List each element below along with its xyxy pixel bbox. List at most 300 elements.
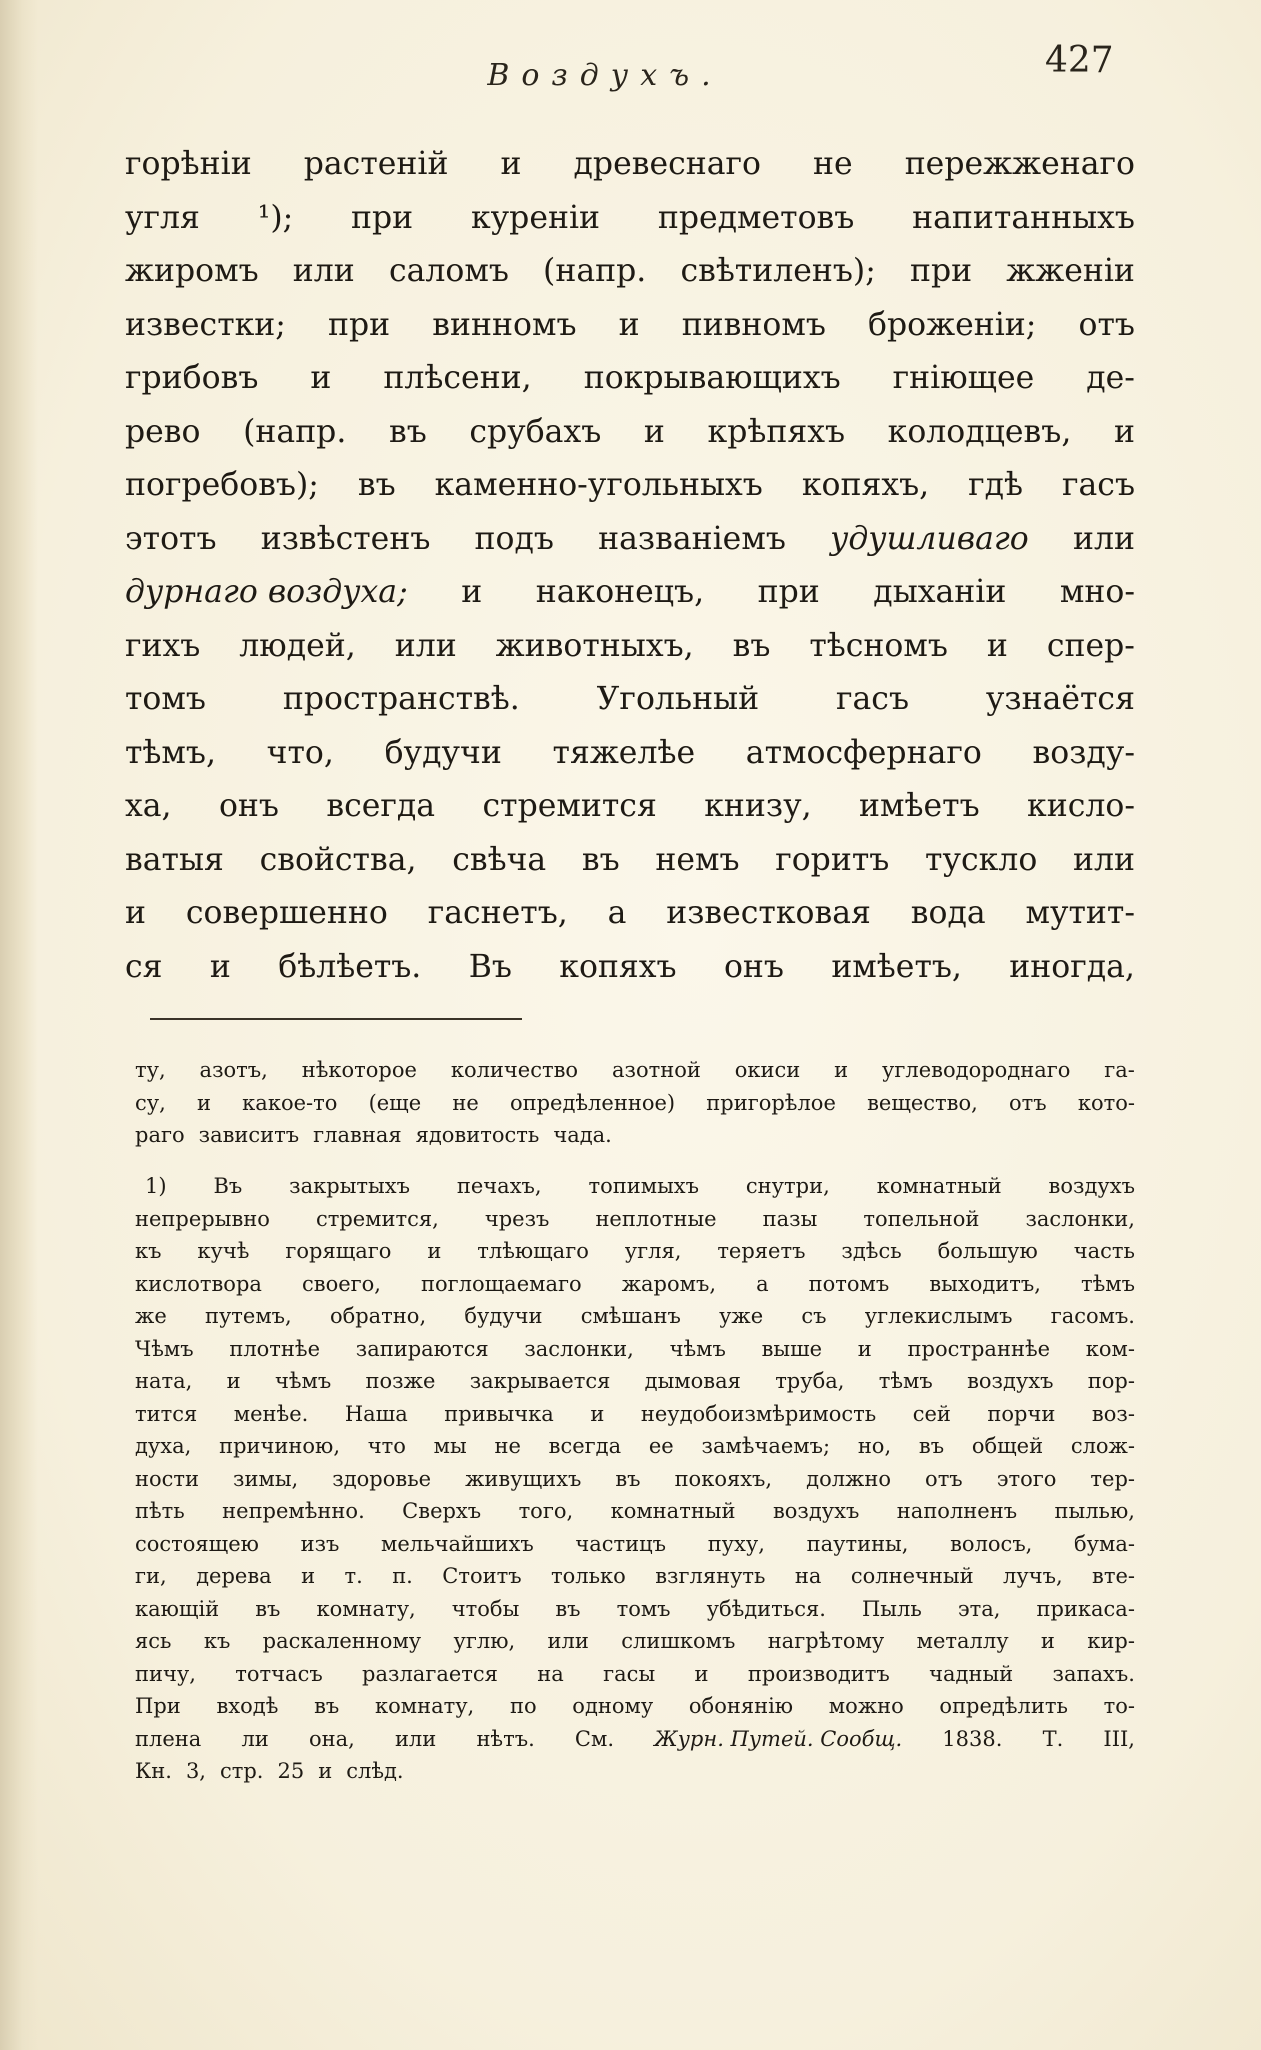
- text-line: [125, 138, 1135, 192]
- word: закрывается: [469, 1369, 611, 1393]
- word: не: [452, 1090, 479, 1115]
- word: и: [196, 1090, 211, 1115]
- word: Угольный: [596, 681, 760, 717]
- text-line: [135, 1365, 1135, 1398]
- word: животныхъ,: [495, 627, 694, 664]
- word: покояхъ,: [674, 1466, 773, 1491]
- word: кото-: [1077, 1090, 1135, 1115]
- word: пережженаго: [904, 146, 1135, 182]
- word: выходитъ,: [929, 1271, 1041, 1296]
- word: зимы,: [233, 1466, 299, 1491]
- running-title: Воздухъ.: [487, 58, 723, 93]
- word: но,: [857, 1434, 892, 1458]
- word: ядовитость: [415, 1123, 540, 1147]
- word: (напр.: [543, 253, 647, 289]
- word: заслонки,: [524, 1336, 634, 1361]
- word: отъ: [1009, 1090, 1047, 1115]
- word: тѣмъ: [878, 1369, 933, 1393]
- word: отъ: [1078, 306, 1135, 343]
- word: плѣсени,: [383, 360, 532, 396]
- word: и: [590, 1401, 605, 1426]
- word: Журн. Путей. Сообщ.: [654, 1726, 903, 1751]
- word: жиромъ: [125, 253, 259, 289]
- word: кающій: [135, 1596, 220, 1621]
- word: производитъ: [747, 1661, 890, 1686]
- word: дурнаго воздуха;: [125, 574, 408, 610]
- word: порчи: [987, 1401, 1056, 1426]
- word: эта,: [957, 1596, 1001, 1621]
- word: непремѣнно.: [222, 1499, 365, 1523]
- word: чѣмъ: [274, 1369, 332, 1393]
- word: извѣстенъ: [260, 520, 431, 557]
- word: Т.: [1042, 1726, 1064, 1751]
- word: всегда: [326, 788, 436, 824]
- word: ком-: [1085, 1336, 1135, 1361]
- word: слишкомъ: [621, 1629, 736, 1653]
- word: этотъ: [125, 520, 217, 557]
- word: нагрѣтому: [767, 1629, 885, 1653]
- word: гасъ: [836, 681, 909, 717]
- footnote-continuation: [135, 1054, 1135, 1152]
- word: III,: [1103, 1726, 1135, 1751]
- word: срубахъ: [469, 413, 602, 450]
- word: къ: [203, 1629, 231, 1653]
- word: и: [857, 1336, 872, 1361]
- word: въ: [581, 841, 620, 878]
- word: горѣніи: [125, 146, 252, 182]
- word: зависитъ: [198, 1123, 300, 1147]
- word: при: [351, 199, 414, 236]
- word: рево: [125, 413, 201, 450]
- word: и: [643, 413, 665, 450]
- word: и: [1040, 1629, 1055, 1653]
- word: живущихъ: [465, 1466, 582, 1491]
- word: она,: [308, 1726, 355, 1751]
- word: комнатный: [610, 1499, 736, 1523]
- word: броженіи;: [868, 306, 1037, 343]
- word: горитъ: [775, 841, 890, 878]
- text-line: [135, 1398, 1135, 1431]
- word: напитанныхъ: [912, 199, 1135, 236]
- word: здѣсь: [841, 1239, 902, 1263]
- word: печахъ,: [456, 1174, 542, 1198]
- word: на: [537, 1661, 564, 1686]
- word: При: [135, 1694, 181, 1718]
- word: волосъ,: [950, 1531, 1033, 1556]
- word: ¹);: [257, 199, 294, 236]
- word: тится: [135, 1401, 198, 1426]
- word: топельной: [863, 1206, 980, 1231]
- word: мельчайшихъ: [381, 1531, 534, 1556]
- text-line: [125, 245, 1135, 299]
- word: главная: [313, 1123, 402, 1147]
- word: возду-: [1032, 734, 1135, 771]
- word: книзу,: [704, 788, 812, 824]
- word: и: [125, 895, 146, 931]
- text-line: [125, 513, 1135, 567]
- word: слож-: [1070, 1434, 1135, 1458]
- word: какое-то: [242, 1090, 338, 1115]
- word: грибовъ: [125, 360, 259, 396]
- word: ся: [125, 948, 163, 985]
- word: отъ: [925, 1466, 963, 1491]
- word: пригорѣлое: [706, 1090, 836, 1115]
- word: на: [794, 1564, 822, 1588]
- word: пространнѣе: [907, 1336, 1051, 1361]
- word: гасы: [603, 1661, 656, 1686]
- text-line: [125, 459, 1135, 513]
- word: людей,: [239, 627, 356, 664]
- word: погребовъ);: [125, 467, 319, 503]
- word: крѣпяхъ: [707, 413, 846, 450]
- word: большую: [937, 1239, 1038, 1263]
- word: Наша: [344, 1401, 408, 1426]
- word: тяжелѣе: [552, 734, 696, 771]
- word: привычка: [444, 1401, 554, 1426]
- word: въ: [555, 1596, 581, 1621]
- text-line: [135, 1170, 1135, 1203]
- word: мы: [433, 1434, 467, 1458]
- word: имѣетъ,: [831, 948, 962, 985]
- word: дымовая: [644, 1369, 741, 1393]
- word: томъ: [616, 1596, 671, 1621]
- text-line: [125, 780, 1135, 834]
- word: стр.: [219, 1759, 264, 1783]
- word: и: [461, 574, 483, 610]
- word: и: [427, 1239, 442, 1263]
- text-line: [135, 1054, 1135, 1087]
- word: кир-: [1087, 1629, 1135, 1653]
- word: углекислымъ: [864, 1304, 1013, 1328]
- word: онъ: [723, 948, 784, 985]
- word: же: [135, 1304, 167, 1328]
- word: топимыхъ: [588, 1174, 700, 1198]
- word: ната,: [135, 1369, 193, 1393]
- word: того,: [518, 1499, 574, 1523]
- word: мно-: [1059, 574, 1135, 610]
- word: де-: [1086, 360, 1135, 396]
- text-line: [135, 1235, 1135, 1268]
- word: древеснаго: [573, 146, 761, 182]
- word: тѣмъ,: [125, 734, 216, 771]
- word: позже: [365, 1369, 436, 1393]
- word: лучъ,: [1003, 1564, 1063, 1588]
- word: известки;: [125, 306, 286, 343]
- word: а: [607, 895, 627, 931]
- word: наконецъ,: [535, 574, 705, 610]
- word: то-: [1103, 1694, 1135, 1718]
- word: тер-: [1090, 1466, 1135, 1491]
- word: ги,: [135, 1564, 167, 1588]
- word: будучи: [384, 734, 502, 771]
- word: атмосфернаго: [745, 734, 982, 771]
- word: и: [310, 360, 332, 396]
- text-line: [125, 406, 1135, 460]
- word: свойства,: [259, 841, 417, 878]
- word: (напр.: [243, 413, 347, 450]
- word: только: [550, 1564, 626, 1588]
- word: дерева: [196, 1564, 272, 1588]
- word: запахъ.: [1052, 1661, 1135, 1686]
- word: колодцевъ,: [887, 413, 1072, 450]
- word: и: [226, 1369, 241, 1393]
- word: онъ: [218, 788, 279, 824]
- word: взглянуть: [655, 1564, 766, 1588]
- word: комнату,: [374, 1694, 475, 1718]
- word: частицъ: [575, 1531, 667, 1556]
- word: бума-: [1074, 1531, 1135, 1556]
- word: должно: [806, 1466, 892, 1491]
- word: въ: [255, 1596, 281, 1621]
- word: замѣчаемъ;: [701, 1434, 831, 1458]
- word: выше: [761, 1336, 823, 1361]
- word: воз-: [1091, 1401, 1135, 1426]
- word: воздухъ: [967, 1369, 1054, 1393]
- word: ли: [241, 1726, 269, 1751]
- word: тѣмъ: [1081, 1271, 1135, 1296]
- word: названіемъ: [598, 520, 786, 557]
- word: пуху,: [707, 1531, 765, 1556]
- word: каменно-угольныхъ: [434, 467, 763, 503]
- word: будучи: [464, 1304, 543, 1328]
- text-line: [125, 673, 1135, 727]
- word: чадный: [929, 1661, 1014, 1686]
- word: тѣсномъ: [809, 627, 948, 664]
- word: ватыя: [125, 841, 224, 878]
- word: заслонки,: [1025, 1206, 1135, 1231]
- footnote-separator-rule: [150, 1018, 522, 1020]
- word: ха,: [125, 788, 172, 824]
- word: Сверхъ: [402, 1499, 482, 1523]
- word: спер-: [1046, 627, 1135, 664]
- word: раго: [135, 1123, 185, 1147]
- word: къ: [135, 1239, 162, 1263]
- word: известковая: [666, 895, 871, 931]
- word: и: [318, 1759, 333, 1783]
- word: пивномъ: [681, 306, 826, 343]
- word: свѣтиленъ);: [680, 253, 876, 289]
- word: неудобоизмѣримость: [640, 1401, 877, 1426]
- word: пичу,: [135, 1661, 196, 1686]
- word: духа,: [135, 1434, 192, 1458]
- word: плотнѣе: [229, 1336, 321, 1361]
- word: металлу: [916, 1629, 1009, 1653]
- word: одному: [572, 1694, 654, 1718]
- word: ясь: [135, 1629, 172, 1653]
- word: раскаленному: [262, 1629, 422, 1653]
- word: ее: [648, 1434, 674, 1458]
- word: въ: [388, 413, 427, 450]
- word: жаромъ,: [621, 1271, 716, 1296]
- word: менѣе.: [233, 1401, 309, 1426]
- word: солнечный: [850, 1564, 974, 1588]
- page-gutter-shadow: [0, 0, 38, 2050]
- word: прикаса-: [1036, 1596, 1135, 1621]
- text-line: [125, 727, 1135, 781]
- word: и: [301, 1564, 316, 1588]
- word: покрывающихъ: [583, 360, 841, 396]
- word: углю,: [453, 1629, 516, 1653]
- word: чрезъ: [484, 1206, 550, 1231]
- word: въ: [357, 467, 396, 503]
- word: тлѣющаго: [477, 1239, 589, 1263]
- word: комнатный: [876, 1174, 1002, 1198]
- text-line: [125, 834, 1135, 888]
- word: гихъ: [125, 627, 201, 664]
- word: ности: [135, 1466, 200, 1491]
- word: Въ: [213, 1174, 243, 1198]
- word: мутит-: [1025, 895, 1135, 931]
- word: окиси: [734, 1058, 801, 1082]
- word: стремится,: [315, 1206, 439, 1231]
- word: труба,: [775, 1369, 845, 1393]
- word: опредѣленное): [509, 1090, 676, 1115]
- word: Кн.: [135, 1759, 172, 1783]
- word: въ: [732, 627, 771, 664]
- word: вте-: [1092, 1564, 1135, 1588]
- word: жженіи: [1006, 253, 1135, 289]
- word: гдѣ: [968, 467, 1024, 503]
- word: 1838.: [942, 1726, 1003, 1751]
- word: часть: [1073, 1239, 1135, 1263]
- word: и: [834, 1058, 849, 1082]
- word: немъ: [655, 841, 740, 878]
- text-line: [135, 1528, 1135, 1561]
- word: или: [1072, 841, 1135, 878]
- word: и: [986, 627, 1008, 664]
- main-text-body: [125, 138, 1135, 994]
- word: слѣд.: [346, 1759, 404, 1783]
- word: вещество,: [867, 1090, 978, 1115]
- word: общей: [971, 1434, 1044, 1458]
- word: снутри,: [745, 1174, 830, 1198]
- word: обонянію: [688, 1694, 794, 1718]
- word: запираются: [355, 1336, 489, 1361]
- word: съ: [801, 1304, 827, 1328]
- word: томъ: [125, 681, 206, 717]
- word: 25: [277, 1759, 305, 1783]
- word: удушливаго: [830, 520, 1029, 557]
- word: угля: [125, 199, 200, 236]
- text-line: [135, 1430, 1135, 1463]
- word: и: [694, 1661, 709, 1686]
- word: винномъ: [432, 306, 577, 343]
- text-line: [135, 1593, 1135, 1626]
- word: См.: [574, 1726, 614, 1751]
- text-line: [125, 620, 1135, 674]
- word: поглощаемаго: [421, 1271, 582, 1296]
- word: угля,: [624, 1239, 682, 1263]
- word: паутины,: [806, 1531, 909, 1556]
- text-line: [135, 1087, 1135, 1120]
- word: копяхъ,: [801, 467, 930, 503]
- word: можно: [828, 1694, 904, 1718]
- word: тускло: [925, 841, 1038, 878]
- word: 3,: [185, 1759, 206, 1783]
- text-line: [135, 1333, 1135, 1366]
- word: гніющее: [892, 360, 1035, 396]
- word: куреніи: [470, 199, 601, 236]
- word: горящаго: [285, 1239, 392, 1263]
- text-line: [135, 1463, 1135, 1496]
- word: пространствѣ.: [282, 681, 520, 717]
- word: путемъ,: [204, 1304, 292, 1328]
- text-line: [135, 1495, 1135, 1528]
- word: въ: [918, 1434, 945, 1458]
- text-line: [135, 1268, 1135, 1301]
- word: совершенно: [185, 895, 388, 931]
- word: Пыль: [861, 1596, 922, 1621]
- word: кисло-: [1027, 788, 1135, 824]
- word: ту,: [135, 1058, 166, 1082]
- word: при: [757, 574, 820, 610]
- word: опредѣлить: [939, 1694, 1068, 1718]
- word: или: [394, 627, 457, 664]
- word: потомъ: [808, 1271, 890, 1296]
- word: саломъ: [388, 253, 509, 289]
- word: смѣшанъ: [580, 1304, 681, 1328]
- word: что: [367, 1434, 406, 1458]
- text-line: [135, 1690, 1135, 1723]
- word: углеводороднаго: [882, 1058, 1071, 1082]
- word: (еще: [368, 1090, 422, 1115]
- word: растеній: [303, 146, 449, 182]
- word: пылью,: [1054, 1499, 1135, 1523]
- word: не: [494, 1434, 521, 1458]
- word: комнату,: [316, 1596, 416, 1621]
- word: кислотвора: [135, 1271, 262, 1296]
- word: изъ: [300, 1531, 340, 1556]
- page-number: 427: [1045, 40, 1114, 81]
- text-line: [135, 1119, 1135, 1152]
- word: нѣкоторое: [301, 1058, 417, 1082]
- word: теряетъ: [717, 1239, 806, 1263]
- word: чтобы: [451, 1596, 520, 1621]
- text-line: [125, 887, 1135, 941]
- word: или: [292, 253, 355, 289]
- word: предметовъ: [657, 199, 855, 236]
- word: 1): [145, 1174, 167, 1198]
- word: тотчасъ: [235, 1661, 323, 1686]
- word: нѣтъ.: [476, 1726, 535, 1751]
- word: чѣмъ: [669, 1336, 726, 1361]
- word: бѣлѣетъ.: [278, 948, 422, 985]
- word: пѣть: [135, 1499, 185, 1523]
- word: причиною,: [219, 1434, 340, 1458]
- text-line: [135, 1300, 1135, 1333]
- word: закрытыхъ: [289, 1174, 410, 1198]
- word: азотной: [611, 1058, 701, 1082]
- text-line: [135, 1658, 1135, 1691]
- word: подъ: [474, 520, 554, 557]
- text-line: [135, 1203, 1135, 1236]
- word: и: [1113, 413, 1135, 450]
- word: п.: [392, 1564, 413, 1588]
- word: неплотные: [595, 1206, 717, 1231]
- word: и: [209, 948, 231, 985]
- word: наполненъ: [896, 1499, 1018, 1523]
- word: воздухъ: [1048, 1174, 1135, 1198]
- word: здоровье: [332, 1466, 432, 1491]
- word: гасомъ.: [1050, 1304, 1135, 1328]
- text-line: [125, 299, 1135, 353]
- word: гаснетъ,: [427, 895, 568, 931]
- word: га-: [1104, 1058, 1135, 1082]
- word: узнаётся: [985, 681, 1135, 717]
- word: непрерывно: [135, 1206, 270, 1231]
- word: или: [547, 1629, 589, 1653]
- word: свѣча: [452, 841, 547, 878]
